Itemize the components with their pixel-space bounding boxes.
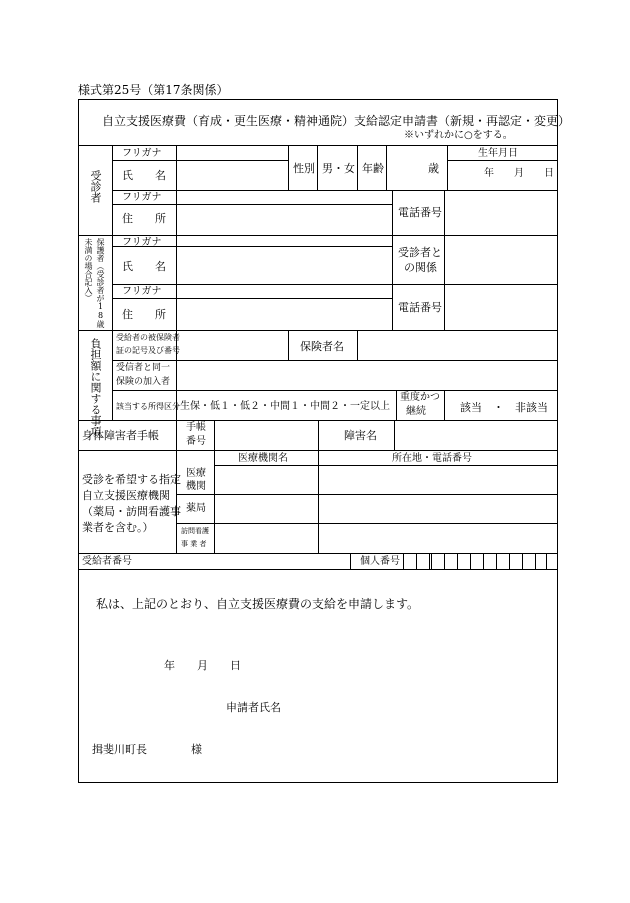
institution-label-2: 自立支援医療機関 — [82, 489, 170, 502]
institution-label-1: 受診を希望する指定 — [82, 473, 181, 486]
rule — [176, 360, 177, 390]
gender-options: 男・女 — [322, 162, 355, 175]
form-number: 様式第25号（第17条関係） — [78, 83, 229, 97]
severe-label-2: 継続 — [406, 406, 426, 417]
rule — [350, 553, 351, 569]
burden-section-label: 負担額に関する事項 — [89, 338, 102, 437]
insured-label-1: 受給者の被保険者 — [116, 333, 180, 342]
patient-section-label: 受診者 — [89, 170, 102, 203]
insurer-label: 保険者名 — [300, 340, 344, 353]
recipient-number-label: 受給者番号 — [82, 556, 132, 567]
rule — [79, 330, 557, 331]
rule — [546, 553, 547, 569]
guardian-furigana2-label: フリガナ — [122, 286, 162, 297]
rule — [112, 204, 392, 205]
rule — [112, 298, 392, 299]
rule — [112, 190, 557, 191]
patient-phone-label: 電話番号 — [398, 206, 442, 219]
rule — [318, 420, 319, 450]
same-insurance-label-1: 受信者と同一 — [116, 363, 171, 373]
rule — [112, 390, 557, 391]
severe-options: 該当 ・ 非該当 — [460, 401, 548, 414]
rule — [112, 160, 288, 161]
age-label: 年齢 — [362, 162, 384, 175]
personal-number-label: 個人番号 — [360, 556, 400, 567]
institution-address-col-header: 所在地・電話番号 — [392, 453, 472, 464]
rule — [357, 330, 358, 360]
declaration-text: 私は、上記のとおり、自立支援医療費の支給を申請します。 — [96, 597, 420, 611]
severe-label-1: 重度かつ — [400, 392, 440, 403]
rule — [176, 450, 177, 553]
rule — [447, 160, 557, 161]
date-line: 年 月 日 — [164, 659, 241, 672]
hospital-label-1: 医療 — [186, 468, 206, 479]
rule — [431, 553, 432, 569]
patient-address-label: 住 所 — [122, 212, 166, 225]
guardian-phone-label: 電話番号 — [398, 301, 442, 314]
rule — [444, 235, 445, 330]
guardian-section-label-1: 保護者（受診者が18歳 — [96, 238, 105, 328]
booklet-number-label-1: 手帳 — [186, 422, 206, 433]
rule — [509, 553, 510, 569]
form-title: 自立支援医療費（育成・更生医療・精神通院）支給認定申請書（新規・再認定・変更） — [102, 114, 571, 128]
insured-label-2: 証の記号及び番号 — [116, 346, 180, 355]
institution-label-4: 業者を含む。） — [82, 521, 154, 534]
income-label: 該当する所得区分 — [116, 402, 180, 411]
patient-furigana2-label: フリガナ — [122, 192, 162, 203]
guardian-relation-label-2: の関係 — [404, 261, 437, 274]
rule — [394, 420, 395, 450]
guardian-address-label: 住 所 — [122, 308, 166, 321]
rule — [483, 553, 484, 569]
patient-name-label: 氏 名 — [122, 169, 166, 182]
disability-booklet-label: 身体障害者手帳 — [82, 429, 159, 442]
rule — [447, 145, 448, 190]
rule — [112, 330, 113, 420]
rule — [176, 494, 557, 495]
rule — [392, 190, 393, 235]
rule — [444, 390, 445, 420]
guardian-furigana-label: フリガナ — [122, 237, 162, 248]
applicant-name-label: 申請者氏名 — [226, 701, 281, 714]
rule — [416, 553, 417, 569]
rule — [112, 284, 557, 285]
patient-furigana-label: フリガナ — [122, 148, 162, 159]
nursing-label-2: 事 業 者 — [181, 540, 207, 548]
rule — [214, 465, 557, 466]
guardian-relation-label-1: 受診者と — [398, 246, 442, 259]
rule — [176, 330, 177, 360]
birthdate-units: 年 月 日 — [484, 168, 554, 179]
title-note: ※いずれかに○をする。 — [404, 130, 513, 141]
rule — [176, 235, 177, 330]
birthdate-label: 生年月日 — [478, 148, 518, 159]
institution-label-3: （薬局・訪問看護事 — [82, 505, 181, 518]
institution-name-col-header: 医療機関名 — [238, 453, 288, 464]
rule — [176, 390, 177, 420]
rule — [288, 330, 289, 360]
rule — [457, 553, 458, 569]
same-insurance-label-2: 保険の加入者 — [116, 377, 171, 387]
rule — [392, 235, 393, 330]
addressee: 揖斐川町長 様 — [92, 743, 202, 756]
rule — [176, 190, 177, 235]
rule — [288, 145, 289, 190]
rule — [386, 145, 387, 190]
gender-label: 性別 — [293, 162, 315, 175]
rule — [470, 553, 471, 569]
rule — [79, 569, 557, 570]
rule — [429, 553, 430, 569]
rule — [112, 235, 113, 330]
rule — [535, 553, 536, 569]
rule — [403, 553, 404, 569]
rule — [214, 420, 215, 450]
rule — [176, 420, 177, 450]
disability-name-label: 障害名 — [344, 429, 377, 442]
guardian-name-label: 氏 名 — [122, 260, 166, 273]
rule — [79, 553, 557, 554]
rule — [444, 553, 445, 569]
rule — [444, 190, 445, 235]
rule — [79, 145, 557, 146]
nursing-label-1: 訪問看護 — [181, 527, 209, 535]
income-options: 生保・低１・低２・中間１・中間２・一定以上 — [180, 401, 390, 412]
rule — [496, 553, 497, 569]
rule — [176, 523, 557, 524]
rule — [522, 553, 523, 569]
booklet-number-label-2: 番号 — [186, 436, 206, 447]
rule — [112, 360, 557, 361]
rule — [317, 145, 318, 190]
hospital-label-2: 機関 — [186, 481, 206, 492]
pharmacy-label: 薬局 — [186, 503, 206, 514]
rule — [79, 235, 557, 236]
rule — [112, 246, 392, 247]
rule — [396, 390, 397, 420]
rule — [176, 145, 177, 190]
guardian-section-label-2: 未満の場合記入） — [84, 238, 93, 302]
age-unit: 歳 — [428, 162, 439, 175]
rule — [357, 145, 358, 190]
